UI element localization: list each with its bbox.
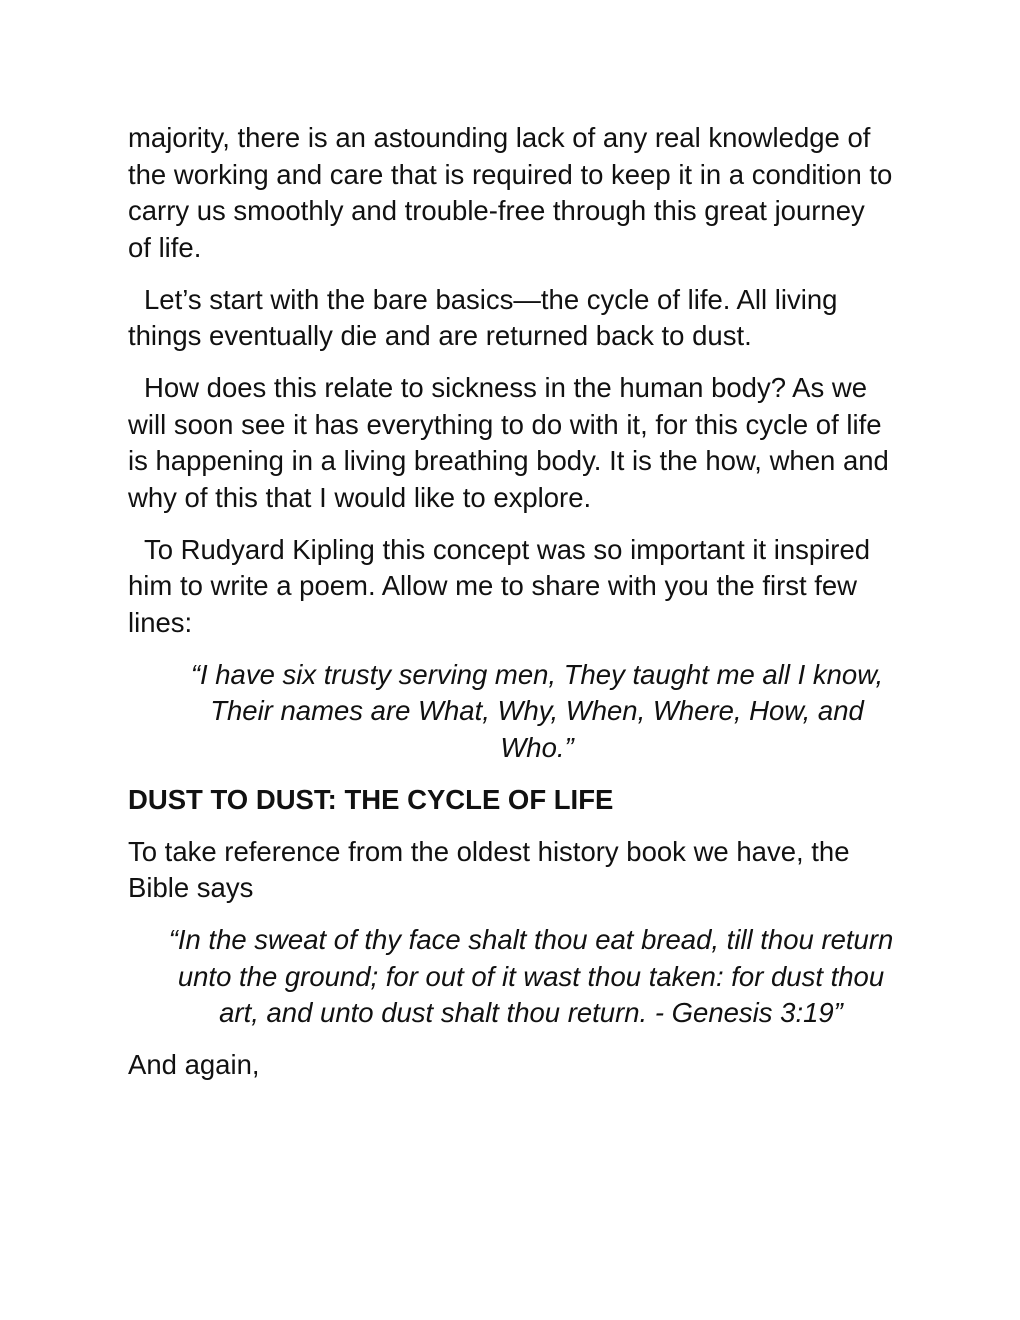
- body-paragraph: How does this relate to sickness in the human body? As we will soon see it has everything to do with it, for this cycle of life is happening in a living breathing body. It is the how, when and why of this that I would like to explore.: [128, 372, 889, 513]
- block-quote-genesis: “In the sweat of thy face shalt thou eat bread, till thou return unto the ground; for out of it wast thou taken: for dust thou art, and unto dust shalt thou return. - Genesis 3:19”: [168, 924, 894, 1028]
- block-quote-kipling: “I have six trusty serving men, They taught me all I know, Their names are What, Why, When, Where, How, and Who.”: [190, 658, 884, 763]
- body-paragraph: To Rudyard Kipling this concept was so important it inspired him to write a poem. Allow me to share with you the first few lines:: [128, 533, 871, 638]
- document-page: [128, 120, 894, 1099]
- body-paragraph: Let’s start with the bare basics—the cycle of life. All living things eventually die and are returned back to dust.: [128, 283, 838, 351]
- body-paragraph: To take reference from the oldest history book we have, the Bible says: [128, 835, 850, 903]
- body-paragraph: And again,: [128, 1049, 260, 1080]
- body-paragraph: majority, there is an astounding lack of any real knowledge of the working and care that is required to keep it in a condition to carry us smoothly and trouble-free through this great journey of life.: [128, 122, 893, 263]
- section-heading: DUST TO DUST: THE CYCLE OF LIFE: [128, 783, 614, 815]
